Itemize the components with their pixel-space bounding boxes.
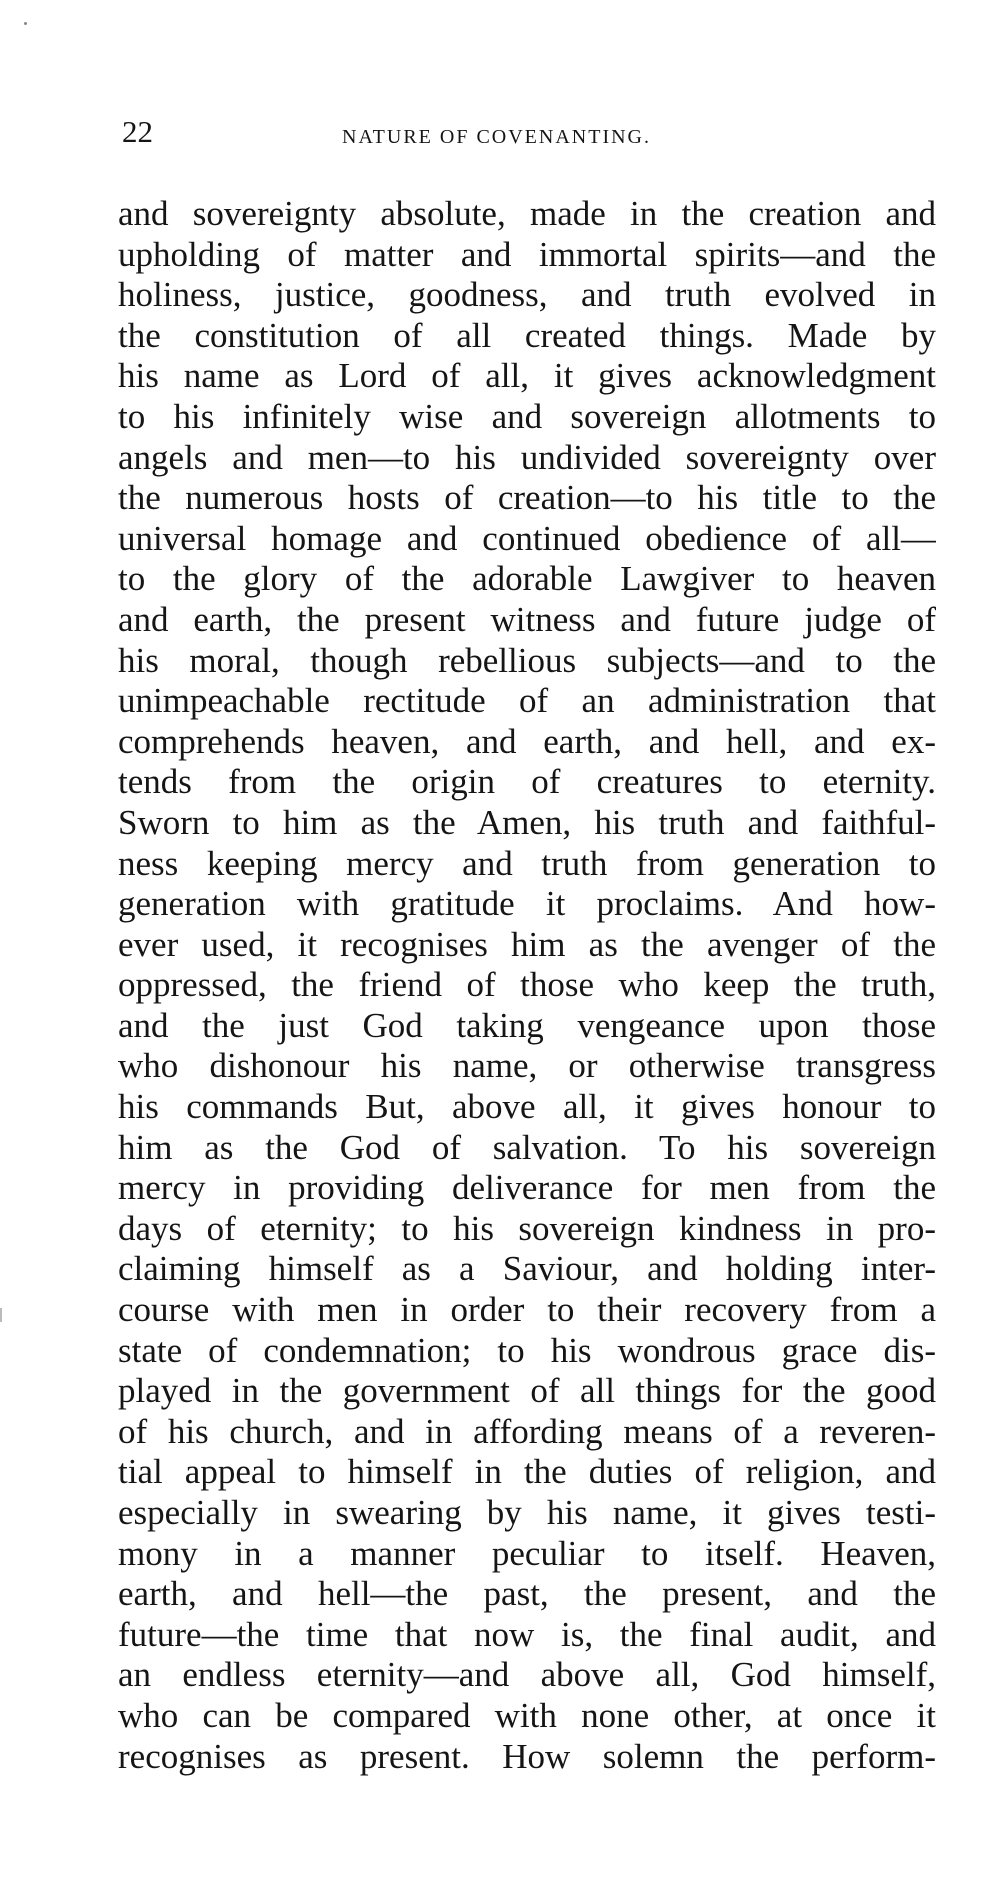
text-line: the numerous hosts of creation—to his title to the [118, 478, 936, 518]
text-line: the constitution of all created things. Made by [118, 315, 936, 355]
text-line: to his infinitely wise and sovereign allotments to [118, 396, 936, 436]
text-line: and sovereignty absolute, made in the creation and [118, 194, 936, 233]
text-line: ever used, it recognises him as the avenger of the [118, 924, 936, 964]
text-line: his name as Lord of all, it gives acknowledgment [118, 356, 936, 396]
text-line: and earth, the present witness and future judge of [118, 599, 936, 639]
text-line: unimpeachable rectitude of an administration that [118, 681, 936, 721]
text-line: ness keeping mercy and truth from generation to [118, 843, 936, 883]
running-title: NATURE OF COVENANTING. [342, 126, 651, 148]
text-line: recognises as present. How solemn the perform- [118, 1736, 936, 1776]
text-line: state of condemnation; to his wondrous grace dis- [118, 1330, 936, 1370]
text-line: comprehends heaven, and earth, and hell, and ex- [118, 721, 936, 761]
text-line: tial appeal to himself in the duties of religion, and [118, 1452, 936, 1492]
text-line: oppressed, the friend of those who keep the truth, [118, 965, 936, 1005]
text-line: and the just God taking vengeance upon those [118, 1005, 936, 1045]
text-line: days of eternity; to his sovereign kindness in pro- [118, 1208, 936, 1248]
text-line: earth, and hell—the past, the present, and the [118, 1574, 936, 1614]
page-header [122, 112, 962, 162]
text-line: who can be compared with none other, at once it [118, 1695, 936, 1735]
text-line: holiness, justice, goodness, and truth evolved in [118, 275, 936, 315]
text-line: his commands But, above all, it gives honour to [118, 1087, 936, 1127]
text-line: future—the time that now is, the final audit, and [118, 1614, 936, 1654]
text-line: especially in swearing by his name, it gives testi- [118, 1493, 936, 1532]
text-line: upholding of matter and immortal spirits—and the [118, 234, 936, 274]
text-line: played in the government of all things for the good [118, 1371, 936, 1411]
text-line: tends from the origin of creatures to eternity. [118, 762, 936, 802]
text-line: an endless eternity—and above all, God himself, [118, 1655, 936, 1695]
text-line: claiming himself as a Saviour, and holding inter- [118, 1249, 936, 1289]
text-line: Sworn to him as the Amen, his truth and faithful- [118, 802, 936, 842]
text-line: angels and men—to his undivided sovereignty over [118, 437, 936, 477]
scan-speck [24, 22, 27, 25]
text-line: of his church, and in affording means of a reveren- [118, 1411, 936, 1451]
text-line: who dishonour his name, or otherwise transgress [118, 1046, 936, 1086]
margin-mark [0, 1308, 2, 1322]
text-line: to the glory of the adorable Lawgiver to heaven [118, 559, 936, 599]
text-line: course with men in order to their recovery from a [118, 1290, 936, 1330]
text-line: universal homage and continued obedience of all— [118, 518, 936, 558]
text-line: mony in a manner peculiar to itself. Heaven, [118, 1533, 936, 1573]
text-line: mercy in providing deliverance for men from the [118, 1168, 936, 1208]
text-line: him as the God of salvation. To his sovereign [118, 1127, 936, 1167]
body-text [118, 194, 936, 1777]
text-line: his moral, though rebellious subjects—and to the [118, 640, 936, 680]
text-line: generation with gratitude it proclaims. And how- [118, 884, 936, 924]
page-number: 22 [122, 114, 153, 149]
